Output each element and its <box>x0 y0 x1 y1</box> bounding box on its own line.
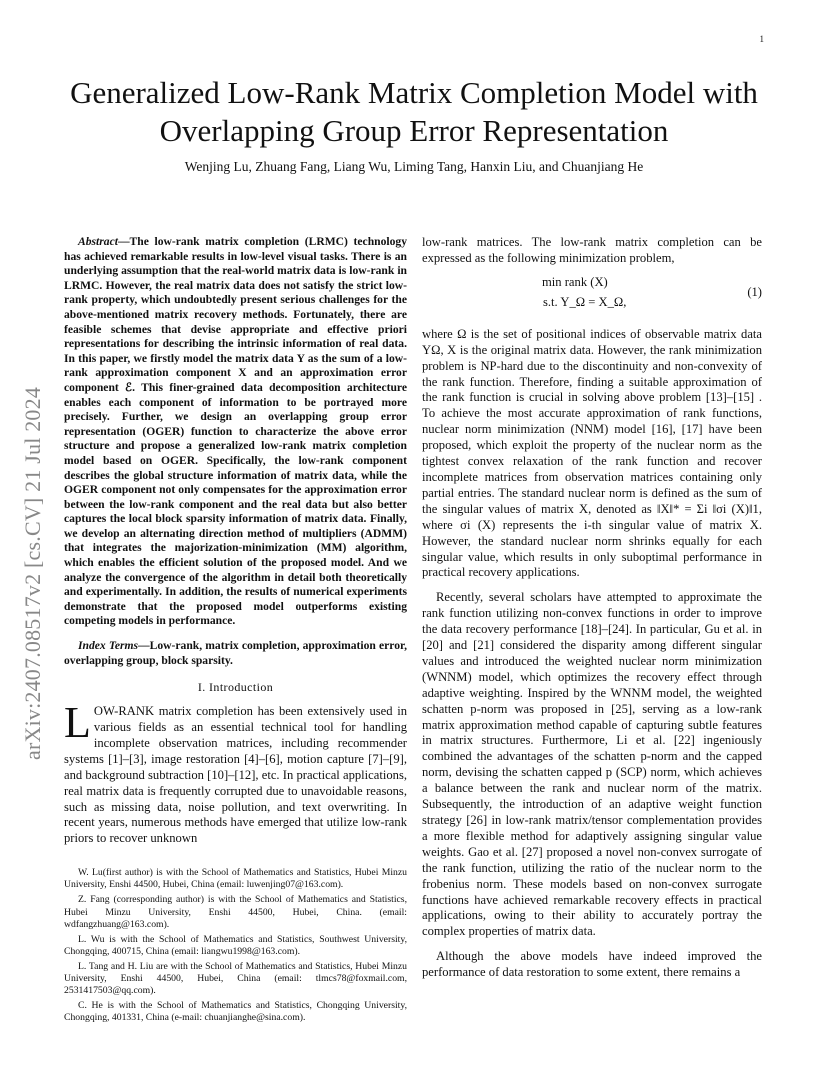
index-terms-text: —Low-rank, matrix completion, approximation error, overlapping group, block sparsity. <box>64 639 407 667</box>
right-column <box>422 235 762 981</box>
intro-paragraph-text: matrix completion has been extensively used in various fields as an essential technical tool for handling incomplete observation matrices, including recommender systems [1]–[3], image restoration [4]–[6], motion capture [7]–[9], and background subtraction [10]–[12], etc. In practical applications, real matrix data is frequently corrupted due to unavoidable reasons, such as missing data, noise pollution, and text overwriting. In recent years, numerous methods have emerged that utilize low-rank priors to recover unknown <box>64 704 407 846</box>
equation-constraint: s.t. Y_Ω = X_Ω, <box>543 294 627 309</box>
page-number: 1 <box>759 34 764 44</box>
footnote: Z. Fang (corresponding author) is with the School of Mathematics and Statistics, Hubei Minzu University, Enshi 44500, Hubei, China. (email: wdfangzhuang@163.com). <box>64 894 407 930</box>
index-terms <box>64 639 407 668</box>
section-heading-introduction: I. Introduction <box>197 680 274 695</box>
paper-title: Generalized Low-Rank Matrix Completion Model with Overlapping Group Error Representation <box>70 75 758 148</box>
footnote: C. He is with the School of Mathematics and Statistics, Chongqing University, Chongqing, 401331, China (e-mail: chuanjianghe@sina.com). <box>64 1000 407 1024</box>
equation-1 <box>422 271 762 323</box>
body-paragraph: Although the above models have indeed improved the performance of data restoration to some extent, there remains a <box>422 949 762 980</box>
author-footnotes <box>64 867 407 1024</box>
footnote: L. Tang and H. Liu are with the School of Mathematics and Statistics, Hubei Minzu University, Enshi 44500, Hubei, China (email: tlmcs78@foxmail.com, 2531417503@qq.com). <box>64 960 407 997</box>
intro-paragraph <box>64 698 407 847</box>
arxiv-identifier-stamp[interactable]: arXiv:2407.08517v2 [cs.CV] 21 Jul 2024 <box>20 386 45 760</box>
equation-objective: min rank (X) <box>542 274 608 289</box>
intro-lead-word: OW-RANK <box>93 704 155 719</box>
author-list: Wenjing Lu, Zhuang Fang, Liang Wu, Liming Tang, Hanxin Liu, and Chuanjiang He <box>184 159 644 174</box>
abstract <box>64 235 407 629</box>
equation-number: (1) <box>747 284 762 299</box>
left-column <box>64 235 407 1027</box>
index-terms-label: Index Terms <box>78 639 139 653</box>
abstract-text: —The low-rank matrix completion (LRMC) technology has achieved remarkable results in low-level visual tasks. There is an underlying assumption that the real-world matrix data is low-rank in LRMC. However, the real matrix data does not satisfy the strict low-rank property, which undoubtedly present serious challenges for the above-mentioned matrix recovery methods. Fortunately, there are feasible schemes that devise appropriate and effective priori representations for describing the intrinsic information of real data. In this paper, we firstly model the matrix data Y as the sum of a low-rank approximation component X and an approximation error component ℰ. This finer-grained data decomposition architecture enables each component of information to be portrayed more precisely. Further, we design an overlapping group error representation (OGER) function to characterize the above error structure and propose a generalized low-rank matrix completion model based on OGER. Specifically, the low-rank component describes the global structure information of matrix data, while the OGER component not only compensates for the approximation error between the low-rank component and the real data but also better captures the local block sparsity information of matrix data. Finally, we develop an alternating direction method of multipliers (ADMM) that integrates the majorization-minimization (MM) algorithm, which enables the efficient solution of the proposed model. And we analyze the convergence of the algorithm in detail both theoretically and experimentally. In addition, the results of numerical experiments demonstrate that the proposed model outperforms existing competing models in performance. <box>64 235 407 628</box>
body-paragraph: low-rank matrices. The low-rank matrix completion can be expressed as the following minimization problem, <box>422 235 762 265</box>
footnote: L. Wu is with the School of Mathematics and Statistics, Southwest University, Chongqing, 400715, China (email: liangwu1998@163.com). <box>64 933 407 957</box>
footnote: W. Lu(first author) is with the School of Mathematics and Statistics, Hubei Minzu University, Enshi 44500, Hubei, China (email: luwenjing07@163.com). <box>64 867 407 891</box>
drop-cap: L <box>64 698 91 748</box>
body-paragraph: where Ω is the set of positional indices of observable matrix data YΩ, X is the original matrix data. However, the rank minimization problem is NP-hard due to the discontinuity and non-convexity of the rank function. Therefore, finding a suitable approximation of the rank function is crucial in solving above problem [13]–[15] . To achieve the most accurate approximation of rank functions, nuclear norm minimization (NNM) model [16], [17] have been proposed, which exploit the property of the nuclear norm as the tightest convex relaxation of the rank function and recover incomplete matrices from observation matrices containing only partial entries. The standard nuclear norm is defined as the sum of the singular values of matrix X, denoted as ‖X‖* = Σi ‖σi (X)‖1, where σi (X) represents the i-th singular value of matrix X. However, the standard nuclear norm shrinks equally for each singular value, which results in only suboptimal performance in practical recovery applications. <box>422 326 762 580</box>
abstract-label: Abstract <box>78 235 118 248</box>
body-paragraph: Recently, several scholars have attempted to approximate the rank function utilizing non-convex functions in order to improve the data recovery performance [18]–[24]. In particular, Gu et al. in [20] and [21] considered the disparity among different singular values and introduced the weighted nuclear norm minimization (WNNM) model, which optimizes the recovery effect through adaptive weighting. Inspired by the WNNM model, the weighted schatten p-norm was proposed in [25], serving as a low-rank matrix approximation method capable of capturing subtle features in matrix structures. Furthermore, Li et al. [22] ingeniously combined the advantages of the schatten p-norm and the capped norm, devising the schatten capped p (SCP) norm, which achieves a balance between the rank and nuclear norm of the matrix. Subsequently, the introduction of an adaptive weight function strategy [26] in low-rank matrix/tensor complementation provides a more flexible method for adaptively assigning singular value weights. Gao et al. [27] proposed a novel non-convex surrogate of the rank function, utilizing the ratio of the nuclear norm to the frobenius norm. These models based on non-convex surrogate functions have achieved remarkable recovery effects in practical applications, owing to their ability to accurately portray the complex properties of matrix data. <box>422 590 762 939</box>
